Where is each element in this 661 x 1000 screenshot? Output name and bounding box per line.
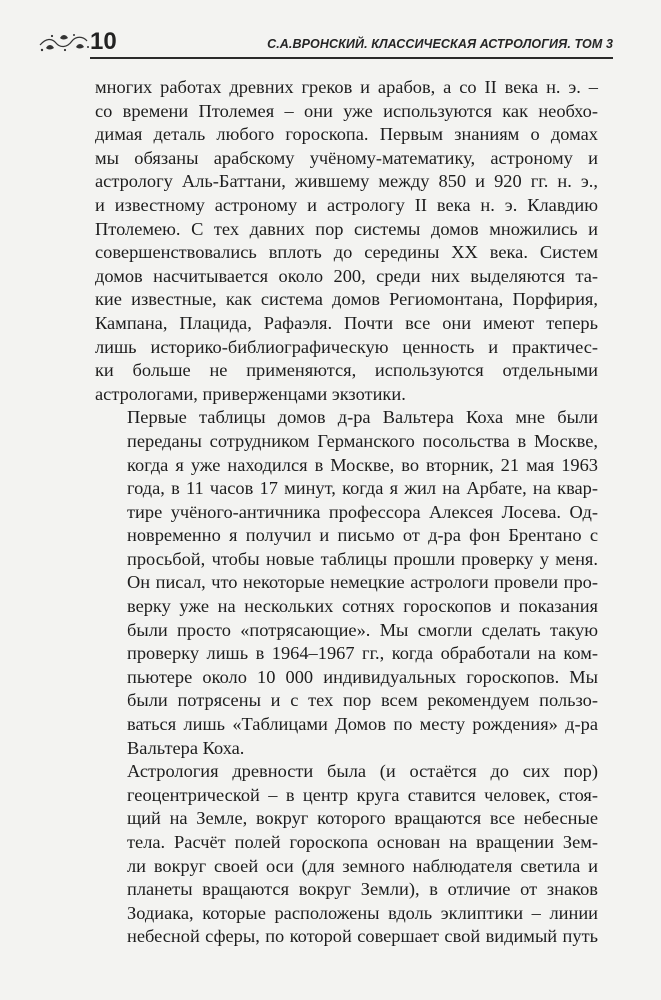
text-line: димая деталь любого гороскопа. Первым знаниям о домах (95, 124, 598, 145)
text-line: кие известные, как система домов Региомонтана, Порфирия, (95, 289, 598, 310)
header-rule (90, 57, 613, 59)
paragraph-koch-tables (95, 406, 598, 760)
text-line: тире учёного-античника профессора Алексея Лосева. Од- (127, 501, 598, 522)
text-line: мы обязаны арабскому учёному-математику, астроному и (95, 147, 598, 168)
text-line: переданы сотрудником Германского посольства в Москве, (127, 430, 598, 451)
page-number: 10 (90, 28, 117, 55)
text-line: Птолемею. С тех давних пор системы домов множились и (95, 218, 598, 239)
text-line: Астрология древности была (и остаётся до сих пор) (127, 761, 598, 782)
text-line: Первые таблицы домов д-ра Вальтера Коха мне были (127, 407, 598, 428)
text-line: со времени Птолемея – они уже используются как необхо- (95, 100, 598, 121)
text-line: Он писал, что некоторые немецкие астрологи провели про- (127, 572, 598, 593)
text-line: тела. Расчёт полей гороскопа основан на вращении Зем- (127, 832, 598, 852)
floral-ornament-icon (38, 30, 96, 54)
text-line: Кампана, Плацида, Рафаэля. Почти все они имеют теперь (95, 312, 598, 333)
text-line: просьбой, чтобы новые таблицы прошли проверку у меня. (127, 548, 598, 569)
text-line: новременно я получил и письмо от д-ра фон Брентано с (127, 525, 598, 546)
text-line: года, в 11 часов 17 минут, когда я жил на Арбате, на квар- (127, 478, 598, 499)
body-text (95, 76, 598, 949)
text-line: Зодиака, которые расположены вдоль эклиптики – линии (127, 902, 598, 923)
paragraph-geocentric-astrology (95, 760, 598, 949)
text-line: планеты вращаются вокруг Земли), в отличие от знаков (127, 879, 598, 900)
text-line: проверку лишь в 1964–1967 гг., когда обработали на ком- (127, 643, 598, 664)
text-line: астрологу Аль-Баттани, жившему между 850 и 920 гг. н. э., (95, 171, 598, 192)
running-title: С.А.ВРОНСКИЙ. КЛАССИЧЕСКАЯ АСТРОЛОГИЯ. ТОМ 3 (267, 37, 613, 51)
page-header (38, 26, 613, 66)
text-line: астрологами, приверженцами экзотики. (95, 383, 406, 404)
text-line: ваться лишь «Таблицами Домов по месту рождения» д-ра (127, 714, 598, 735)
text-line: совершенствовались вплоть до середины XX века. Систем (95, 242, 598, 263)
text-line: были просто «потрясающие». Мы смогли сделать такую (127, 619, 598, 640)
text-line: верку уже на нескольких сотнях гороскопов и показания (127, 596, 598, 617)
text-line: ли вокруг своей оси (для земного наблюдателя светила и (127, 855, 598, 876)
text-line: ки больше не применяются, используются отдельными (95, 360, 598, 381)
paragraph-continuation (95, 76, 598, 406)
text-line: Вальтера Коха. (127, 737, 245, 758)
text-line: были потрясены и с тех пор всем рекомендуем пользо- (127, 690, 598, 711)
text-line: пьютере около 10 000 индивидуальных гороскопов. Мы (127, 666, 598, 687)
text-line: домов насчитывается около 200, среди них выделяются та- (95, 265, 598, 286)
text-line: геоцентрической – в центр круга ставится человек, стоя- (127, 784, 598, 805)
text-line: небесной сферы, по которой совершает свой видимый путь (127, 926, 598, 947)
text-line: когда я уже находился в Москве, во вторник, 21 мая 1963 (127, 454, 598, 475)
text-line: лишь историко-библиографическую ценность и практичес- (95, 336, 598, 357)
text-line: щий на Земле, вокруг которого вращаются все небесные (127, 808, 598, 829)
text-line: многих работах древних греков и арабов, а со II века н. э. – (95, 77, 598, 97)
text-line: и известному астроному и астрологу II века н. э. Клавдию (95, 194, 598, 215)
